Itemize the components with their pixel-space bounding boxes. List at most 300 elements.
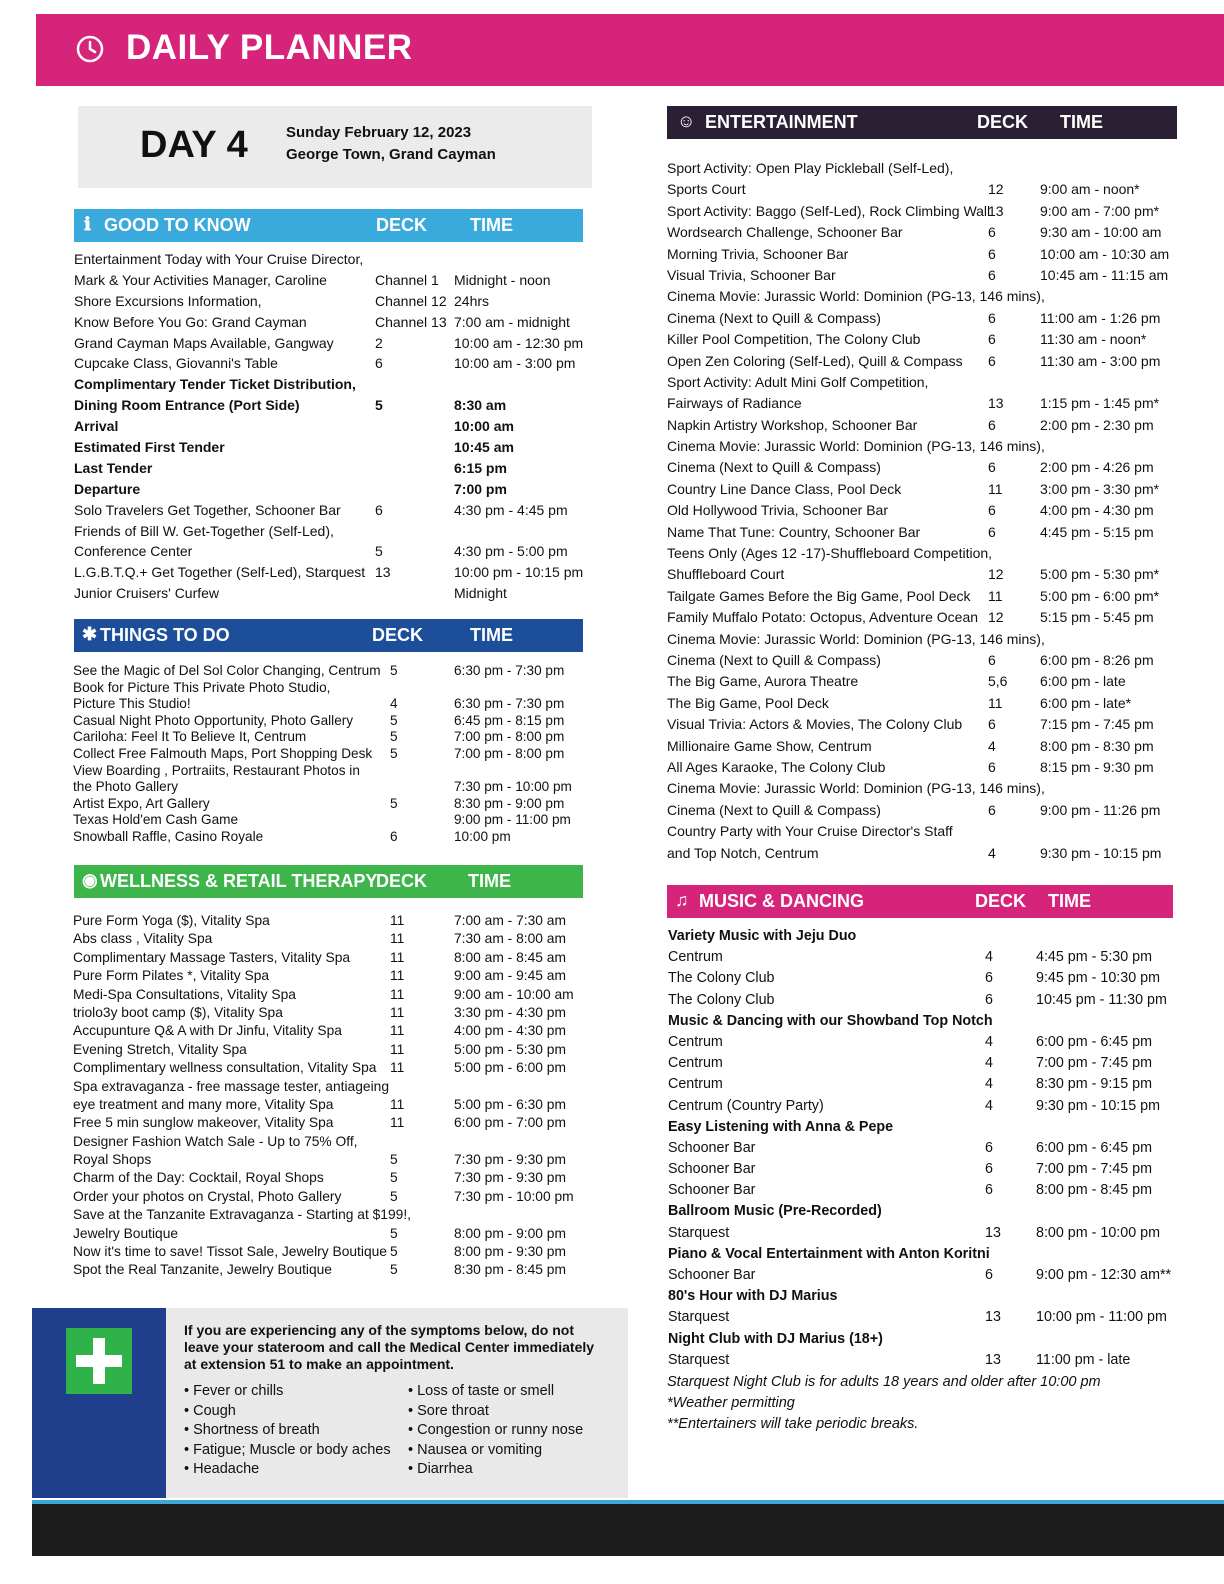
time-value: 2:00 pm - 2:30 pm (1040, 416, 1154, 433)
activity-name: Book for Picture This Private Photo Studio, (73, 679, 331, 695)
schedule-row (668, 1034, 1198, 1055)
deck-value: 13 (985, 1309, 1001, 1326)
deck-column-header: DECK (372, 625, 424, 645)
time-value: 1:15 pm - 1:45 pm* (1040, 395, 1160, 412)
activity-name: The Colony Club (668, 970, 775, 987)
activity-name: Artist Expo, Art Gallery (73, 795, 210, 811)
symptom-item: • Congestion or runny nose (408, 1421, 583, 1441)
schedule-row (668, 1352, 1198, 1373)
activity-name: Medi-Spa Consultations, Vitality Spa (73, 986, 296, 1002)
deck-value: 5 (390, 1170, 398, 1186)
symptom-item: • Shortness of breath (184, 1421, 391, 1441)
time-value: 10:45 am - 11:15 am (1040, 266, 1169, 283)
time-value: 4:45 pm - 5:15 pm (1040, 523, 1154, 540)
schedule-row (73, 1005, 583, 1023)
day-number: DAY 4 (140, 124, 248, 166)
schedule-row (74, 272, 584, 293)
deck-value: 6 (988, 416, 996, 433)
schedule-row (73, 829, 583, 846)
deck-value: 6 (985, 1182, 993, 1199)
deck-value: Channel 12 (375, 292, 447, 309)
activity-name: Starquest (668, 1224, 730, 1241)
deck-value: 6 (988, 523, 996, 540)
activity-name: Cinema (Next to Quill & Compass) (667, 459, 881, 476)
deck-value: 4 (988, 844, 996, 861)
symptom-item: • Cough (184, 1402, 391, 1422)
symptom-item: • Loss of taste or smell (408, 1382, 583, 1402)
schedule-row (667, 631, 1187, 652)
activity-name: Sport Activity: Baggo (Self-Led), Rock Climbing Wall (667, 202, 991, 219)
spa-icon: ◉ (82, 870, 98, 890)
time-value: 4:00 pm - 4:30 pm (454, 1023, 566, 1039)
time-value: 6:15 pm (454, 459, 507, 476)
schedule-row (73, 1097, 583, 1115)
activity-name: Friends of Bill W. Get-Together (Self-Led), (74, 522, 334, 539)
time-column-header: TIME (1048, 891, 1091, 911)
activity-name: Killer Pool Competition, The Colony Club (667, 331, 921, 348)
activity-name: The Colony Club (668, 991, 775, 1008)
schedule-row (668, 1203, 1198, 1224)
music-list (668, 928, 1198, 1373)
schedule-row (668, 1013, 1198, 1034)
time-value: 8:15 pm - 9:30 pm (1040, 758, 1154, 775)
footnote-weather: *Weather permitting (667, 1395, 795, 1411)
time-value: 6:30 pm - 7:30 pm (454, 663, 565, 678)
activity-name: Collect Free Falmouth Maps, Port Shopping Desk (73, 745, 373, 761)
medical-message: If you are experiencing any of the symptoms below, do not leave your stateroom and call the Medical Center immediately at extension 51 to make an appointment. (184, 1322, 595, 1372)
time-value: 9:00 am - 7:00 pm* (1040, 202, 1160, 219)
schedule-row (668, 1098, 1198, 1119)
activity-name: Order your photos on Crystal, Photo Gallery (73, 1188, 342, 1204)
time-value: 8:00 pm - 8:30 pm (1040, 737, 1154, 754)
deck-value: 12 (988, 566, 1004, 583)
activity-name: Shore Excursions Information, (74, 292, 262, 309)
schedule-row (73, 1170, 583, 1188)
activity-name: Picture This Studio! (73, 696, 191, 712)
schedule-row (74, 397, 584, 418)
time-value: 11:00 am - 1:26 pm (1040, 309, 1161, 326)
time-value: 7:30 pm - 9:30 pm (454, 1152, 566, 1168)
activity-name: Schooner Bar (668, 1182, 756, 1199)
day-port: George Town, Grand Cayman (286, 146, 496, 163)
time-value: 5:00 pm - 5:30 pm (454, 1041, 566, 1057)
deck-value: 11 (390, 1041, 405, 1057)
schedule-row (73, 779, 583, 796)
schedule-row (73, 1244, 583, 1262)
activity-name: Complimentary wellness consultation, Vitality Spa (73, 1060, 377, 1076)
time-value: 9:30 pm - 10:15 pm (1036, 1097, 1160, 1114)
schedule-row (74, 543, 584, 564)
schedule-row (667, 246, 1187, 267)
schedule-row (667, 695, 1187, 716)
deck-value: 6 (985, 1267, 993, 1283)
time-value: 7:00 pm - 8:00 pm (454, 729, 565, 745)
activity-name: Sports Court (667, 181, 746, 198)
deck-value: 11 (390, 1023, 405, 1039)
deck-value: 4 (985, 1055, 993, 1072)
time-value: 9:00 pm - 11:26 pm (1040, 801, 1161, 818)
schedule-row (74, 585, 584, 606)
schedule-row (667, 738, 1187, 759)
activity-name: Snowball Raffle, Casino Royale (73, 828, 264, 844)
deck-value: 6 (988, 245, 996, 262)
schedule-row (667, 395, 1187, 416)
time-value: 9:00 am - 9:45 am (454, 968, 566, 984)
time-value: 8:00 am - 8:45 am (454, 949, 566, 965)
schedule-row (73, 713, 583, 730)
activity-name: Open Zen Coloring (Self-Led), Quill & Compass (667, 352, 963, 369)
schedule-row (667, 160, 1187, 181)
deck-value: 11 (390, 931, 405, 947)
activity-name: Designer Fashion Watch Sale - Up to 75% Off, (73, 1133, 358, 1149)
schedule-row (668, 992, 1198, 1013)
entertainment-header (667, 106, 1177, 139)
symptom-item: • Nausea or vomiting (408, 1441, 583, 1461)
time-column-header: TIME (470, 625, 513, 645)
section-title: ENTERTAINMENT (705, 112, 858, 132)
deck-value: 2 (375, 334, 383, 351)
deck-column-header: DECK (975, 891, 1027, 911)
schedule-row (73, 680, 583, 697)
footnote-breaks: **Entertainers will take periodic breaks. (667, 1416, 919, 1432)
schedule-row (668, 1246, 1198, 1267)
schedule-row (73, 950, 583, 968)
footnote-nightclub: Starquest Night Club is for adults 18 years and older after 10:00 pm (667, 1374, 1101, 1390)
footer-bar (32, 1504, 1224, 1556)
schedule-row (74, 314, 584, 335)
deck-value: 11 (390, 1115, 405, 1131)
schedule-row (668, 1182, 1198, 1203)
activity-name: Casual Night Photo Opportunity, Photo Gallery (73, 712, 354, 728)
clock-icon (76, 35, 104, 63)
time-value: 4:30 pm - 4:45 pm (454, 501, 568, 518)
schedule-row (667, 566, 1187, 587)
activity-name: Sport Activity: Open Play Pickleball (Self-Led), (667, 160, 954, 176)
schedule-row (74, 481, 584, 502)
schedule-row (73, 796, 583, 813)
deck-value: Channel 1 (375, 271, 439, 288)
time-value: 10:00 pm - 10:15 pm (454, 564, 584, 581)
schedule-row (667, 288, 1187, 309)
activity-name: Cinema Movie: Jurassic World: Dominion (PG-13, 146 mins), (667, 438, 1045, 455)
symptoms-list-left (184, 1382, 391, 1480)
footer-stripe (32, 1500, 1224, 1504)
deck-value: 11 (390, 1096, 405, 1112)
time-value: 7:30 pm - 9:30 pm (454, 1170, 566, 1186)
schedule-row (74, 564, 584, 585)
activity-name: Wordsearch Challenge, Schooner Bar (667, 224, 903, 241)
time-value: 6:00 pm - 8:26 pm (1040, 651, 1154, 668)
schedule-row (668, 1161, 1198, 1182)
deck-value: 6 (390, 828, 398, 844)
time-value: 10:45 pm - 11:30 pm (1036, 991, 1167, 1008)
time-value: 11:00 pm - late (1036, 1351, 1131, 1368)
deck-value: 6 (988, 352, 996, 369)
info-icon: ℹ (84, 214, 91, 234)
time-value: 4:30 pm - 5:00 pm (454, 543, 568, 560)
time-value: 5:15 pm - 5:45 pm (1040, 609, 1154, 626)
schedule-row (667, 481, 1187, 502)
activity-name: Cinema (Next to Quill & Compass) (667, 651, 881, 668)
schedule-row (668, 1055, 1198, 1076)
deck-value: 5 (390, 1188, 398, 1204)
schedule-row (73, 987, 583, 1005)
deck-value: 4 (988, 737, 996, 754)
activity-name: Solo Travelers Get Together, Schooner Bar (74, 501, 341, 518)
activity-name: Country Line Dance Class, Pool Deck (667, 480, 902, 497)
activity-name: Centrum (668, 1055, 723, 1072)
schedule-row (667, 545, 1187, 566)
schedule-row (668, 1288, 1198, 1309)
schedule-row (668, 1119, 1198, 1140)
deck-value: 11 (390, 1060, 405, 1076)
deck-value: 6 (988, 502, 996, 519)
music-note-icon: ♫ (675, 890, 689, 910)
time-value: 3:00 pm - 3:30 pm* (1040, 480, 1160, 497)
time-value: 6:00 pm - late* (1040, 694, 1132, 711)
deck-value: 6 (988, 758, 996, 775)
activity-name: and Top Notch, Centrum (667, 844, 819, 861)
schedule-row (73, 1262, 583, 1280)
deck-column-header: DECK (376, 215, 428, 235)
schedule-row (667, 203, 1187, 224)
schedule-row (668, 1140, 1198, 1161)
schedule-row (667, 673, 1187, 694)
schedule-row (667, 845, 1187, 866)
time-value: 8:30 am (454, 397, 507, 414)
deck-value: 5 (390, 663, 398, 678)
section-title: MUSIC & DANCING (699, 891, 864, 911)
activity-name: The Big Game, Aurora Theatre (667, 673, 859, 690)
schedule-row (667, 716, 1187, 737)
schedule-row (73, 746, 583, 763)
person-activity-icon: ✱ (82, 624, 98, 644)
schedule-row (73, 913, 583, 931)
time-value: 9:00 am - 10:00 am (454, 986, 574, 1002)
symptom-item: • Fatigue; Muscle or body aches (184, 1441, 391, 1461)
section-title: WELLNESS & RETAIL THERAPY (100, 871, 378, 891)
activity-name: Texas Hold'em Cash Game (73, 812, 239, 828)
deck-value: 11 (988, 587, 1003, 604)
activity-name: Family Muffalo Potato: Octopus, Adventure Ocean (667, 609, 979, 626)
deck-value: 4 (390, 696, 398, 712)
schedule-row (74, 355, 584, 376)
things-to-do-list (73, 663, 583, 846)
schedule-row (668, 928, 1198, 949)
deck-value: 4 (985, 1033, 993, 1050)
time-value: 5:00 pm - 6:00 pm (454, 1060, 566, 1076)
deck-value: 11 (390, 913, 405, 928)
schedule-row (667, 353, 1187, 374)
activity-name: Music & Dancing with our Showband Top Notch (668, 1012, 993, 1029)
day-header (78, 106, 592, 188)
time-value: 9:30 am - 10:00 am (1040, 224, 1162, 241)
time-value: 6:00 pm - 7:00 pm (454, 1115, 566, 1131)
section-title: THINGS TO DO (100, 625, 230, 645)
time-value: 10:00 pm (454, 828, 511, 844)
activity-name: Jewelry Boutique (73, 1225, 179, 1241)
time-value: 8:30 pm - 9:00 pm (454, 795, 565, 811)
time-value: 7:00 am - midnight (454, 313, 570, 330)
wellness-header (74, 865, 583, 898)
schedule-row (73, 1134, 583, 1152)
schedule-row (668, 970, 1198, 991)
deck-value: 5 (390, 1262, 398, 1278)
schedule-row (667, 588, 1187, 609)
deck-column-header: DECK (977, 112, 1029, 132)
time-value: 24hrs (454, 292, 490, 309)
time-value: 10:00 am - 10:30 am (1040, 245, 1170, 262)
activity-name: Dining Room Entrance (Port Side) (74, 397, 300, 414)
schedule-row (667, 417, 1187, 438)
activity-name: Spa extravaganza - free massage tester, antiageing (73, 1078, 389, 1094)
time-value: 9:00 am - noon* (1040, 181, 1140, 198)
deck-value: 4 (985, 949, 993, 966)
time-value: 2:00 pm - 4:26 pm (1040, 459, 1154, 476)
activity-name: Cinema (Next to Quill & Compass) (667, 801, 881, 818)
deck-value: 6 (375, 355, 383, 372)
time-value: Midnight (454, 585, 507, 602)
deck-value: 5 (375, 397, 383, 414)
deck-value: 13 (988, 395, 1004, 412)
schedule-row (667, 438, 1187, 459)
schedule-row (74, 418, 584, 439)
schedule-row (667, 609, 1187, 630)
deck-value: 5 (390, 795, 398, 811)
activity-name: Centrum (Country Party) (668, 1097, 824, 1114)
deck-value: 11 (390, 968, 405, 984)
activity-name: Country Party with Your Cruise Director's Staff (667, 823, 953, 840)
activity-name: 80's Hour with DJ Marius (668, 1288, 838, 1305)
time-value: 11:30 am - noon* (1040, 331, 1147, 348)
schedule-row (668, 949, 1198, 970)
deck-value: 6 (985, 1139, 993, 1156)
time-value: 5:00 pm - 6:00 pm* (1040, 587, 1160, 604)
schedule-row (667, 310, 1187, 331)
time-value: 7:00 pm (454, 480, 507, 497)
schedule-row (73, 763, 583, 780)
schedule-row (73, 1115, 583, 1133)
activity-name: Mark & Your Activities Manager, Caroline (74, 271, 327, 288)
time-value: 5:00 pm - 5:30 pm* (1040, 566, 1160, 583)
time-value: 11:30 am - 3:00 pm (1040, 352, 1161, 369)
activity-name: Starquest (668, 1309, 730, 1326)
deck-value: 13 (985, 1224, 1001, 1241)
time-value: 10:00 am (454, 418, 514, 435)
activity-name: Napkin Artistry Workshop, Schooner Bar (667, 416, 918, 433)
symptoms-list-right (408, 1382, 583, 1480)
schedule-row (668, 1309, 1198, 1330)
time-column-header: TIME (1060, 112, 1103, 132)
time-value: 7:00 pm - 7:45 pm (1036, 1161, 1153, 1178)
schedule-row (73, 1060, 583, 1078)
entertainment-list (667, 160, 1187, 866)
activity-name: Visual Trivia: Actors & Movies, The Colony Club (667, 716, 963, 733)
time-value: 8:30 pm - 8:45 pm (454, 1262, 566, 1278)
time-value: 7:30 pm - 10:00 pm (454, 1188, 574, 1204)
good-to-know-list (74, 251, 584, 606)
deck-value: 11 (988, 480, 1003, 497)
schedule-row (667, 224, 1187, 245)
schedule-row (667, 502, 1187, 523)
activity-name: Cinema Movie: Jurassic World: Dominion (PG-13, 146 mins), (667, 780, 1045, 797)
activity-name: Morning Trivia, Schooner Bar (667, 245, 849, 262)
activity-name: Junior Cruisers' Curfew (74, 585, 220, 602)
activity-name: Ballroom Music (Pre-Recorded) (668, 1203, 882, 1220)
deck-value: 6 (988, 224, 996, 241)
activity-name: Pure Form Pilates *, Vitality Spa (73, 968, 270, 984)
medical-notice (32, 1308, 628, 1498)
schedule-row (667, 759, 1187, 780)
activity-name: Accupunture Q& A with Dr Jinfu, Vitality Spa (73, 1023, 342, 1039)
schedule-row (74, 502, 584, 523)
time-value: 6:30 pm - 7:30 pm (454, 696, 565, 712)
schedule-row (667, 331, 1187, 352)
activity-name: Royal Shops (73, 1152, 152, 1168)
schedule-row (73, 1207, 583, 1225)
activity-name: Centrum (668, 1033, 723, 1050)
activity-name: Variety Music with Jeju Duo (668, 928, 857, 944)
schedule-row (73, 1079, 583, 1097)
activity-name: Free 5 min sunglow makeover, Vitality Spa (73, 1115, 334, 1131)
activity-name: Now it's time to save! Tissot Sale, Jewelry Boutique (73, 1244, 387, 1260)
schedule-row (73, 1042, 583, 1060)
activity-name: All Ages Karaoke, The Colony Club (667, 758, 886, 775)
deck-value: 4 (985, 1076, 993, 1093)
schedule-row (668, 1267, 1198, 1288)
schedule-row (667, 459, 1187, 480)
deck-value: 6 (988, 266, 996, 283)
deck-value: 11 (390, 1004, 405, 1020)
symptom-item: • Headache (184, 1460, 391, 1480)
music-header (667, 885, 1173, 918)
time-value: 7:00 pm - 8:00 pm (454, 745, 565, 761)
activity-name: Easy Listening with Anna & Pepe (668, 1118, 894, 1135)
time-column-header: TIME (468, 871, 511, 891)
schedule-row (73, 1189, 583, 1207)
time-value: 4:00 pm - 4:30 pm (1040, 502, 1154, 519)
deck-value: 6 (988, 331, 996, 348)
activity-name: Save at the Tanzanite Extravaganza - Starting at $199!, (73, 1207, 411, 1223)
activity-name: eye treatment and many more, Vitality Spa (73, 1096, 334, 1112)
time-value: 6:00 pm - late (1040, 673, 1126, 690)
time-value: 7:30 am - 8:00 am (454, 931, 566, 947)
activity-name: Cupcake Class, Giovanni's Table (74, 355, 278, 372)
deck-value: 5 (375, 543, 383, 560)
schedule-row (668, 1225, 1198, 1246)
schedule-row (74, 335, 584, 356)
deck-value: 6 (985, 1161, 993, 1178)
things-to-do-header (74, 619, 583, 652)
time-value: 8:00 pm - 10:00 pm (1036, 1224, 1160, 1241)
activity-name: Centrum (668, 949, 723, 966)
deck-value: 5 (390, 1225, 398, 1241)
activity-name: Estimated First Tender (74, 439, 225, 456)
deck-value: 4 (985, 1097, 993, 1114)
activity-name: The Big Game, Pool Deck (667, 694, 829, 711)
deck-value: 6 (988, 651, 996, 668)
deck-value: 5 (390, 1152, 398, 1168)
activity-name: Shuffleboard Court (667, 566, 785, 583)
schedule-row (74, 523, 584, 544)
time-value: 10:00 am - 3:00 pm (454, 355, 576, 372)
time-value: 6:45 pm - 8:15 pm (454, 712, 565, 728)
deck-value: 5 (390, 745, 398, 761)
activity-name: Teens Only (Ages 12 -17)-Shuffleboard Competition, (667, 545, 993, 562)
activity-name: Complimentary Massage Tasters, Vitality Spa (73, 949, 351, 965)
activity-name: Millionaire Game Show, Centrum (667, 737, 872, 754)
time-value: Midnight - noon (454, 271, 551, 288)
